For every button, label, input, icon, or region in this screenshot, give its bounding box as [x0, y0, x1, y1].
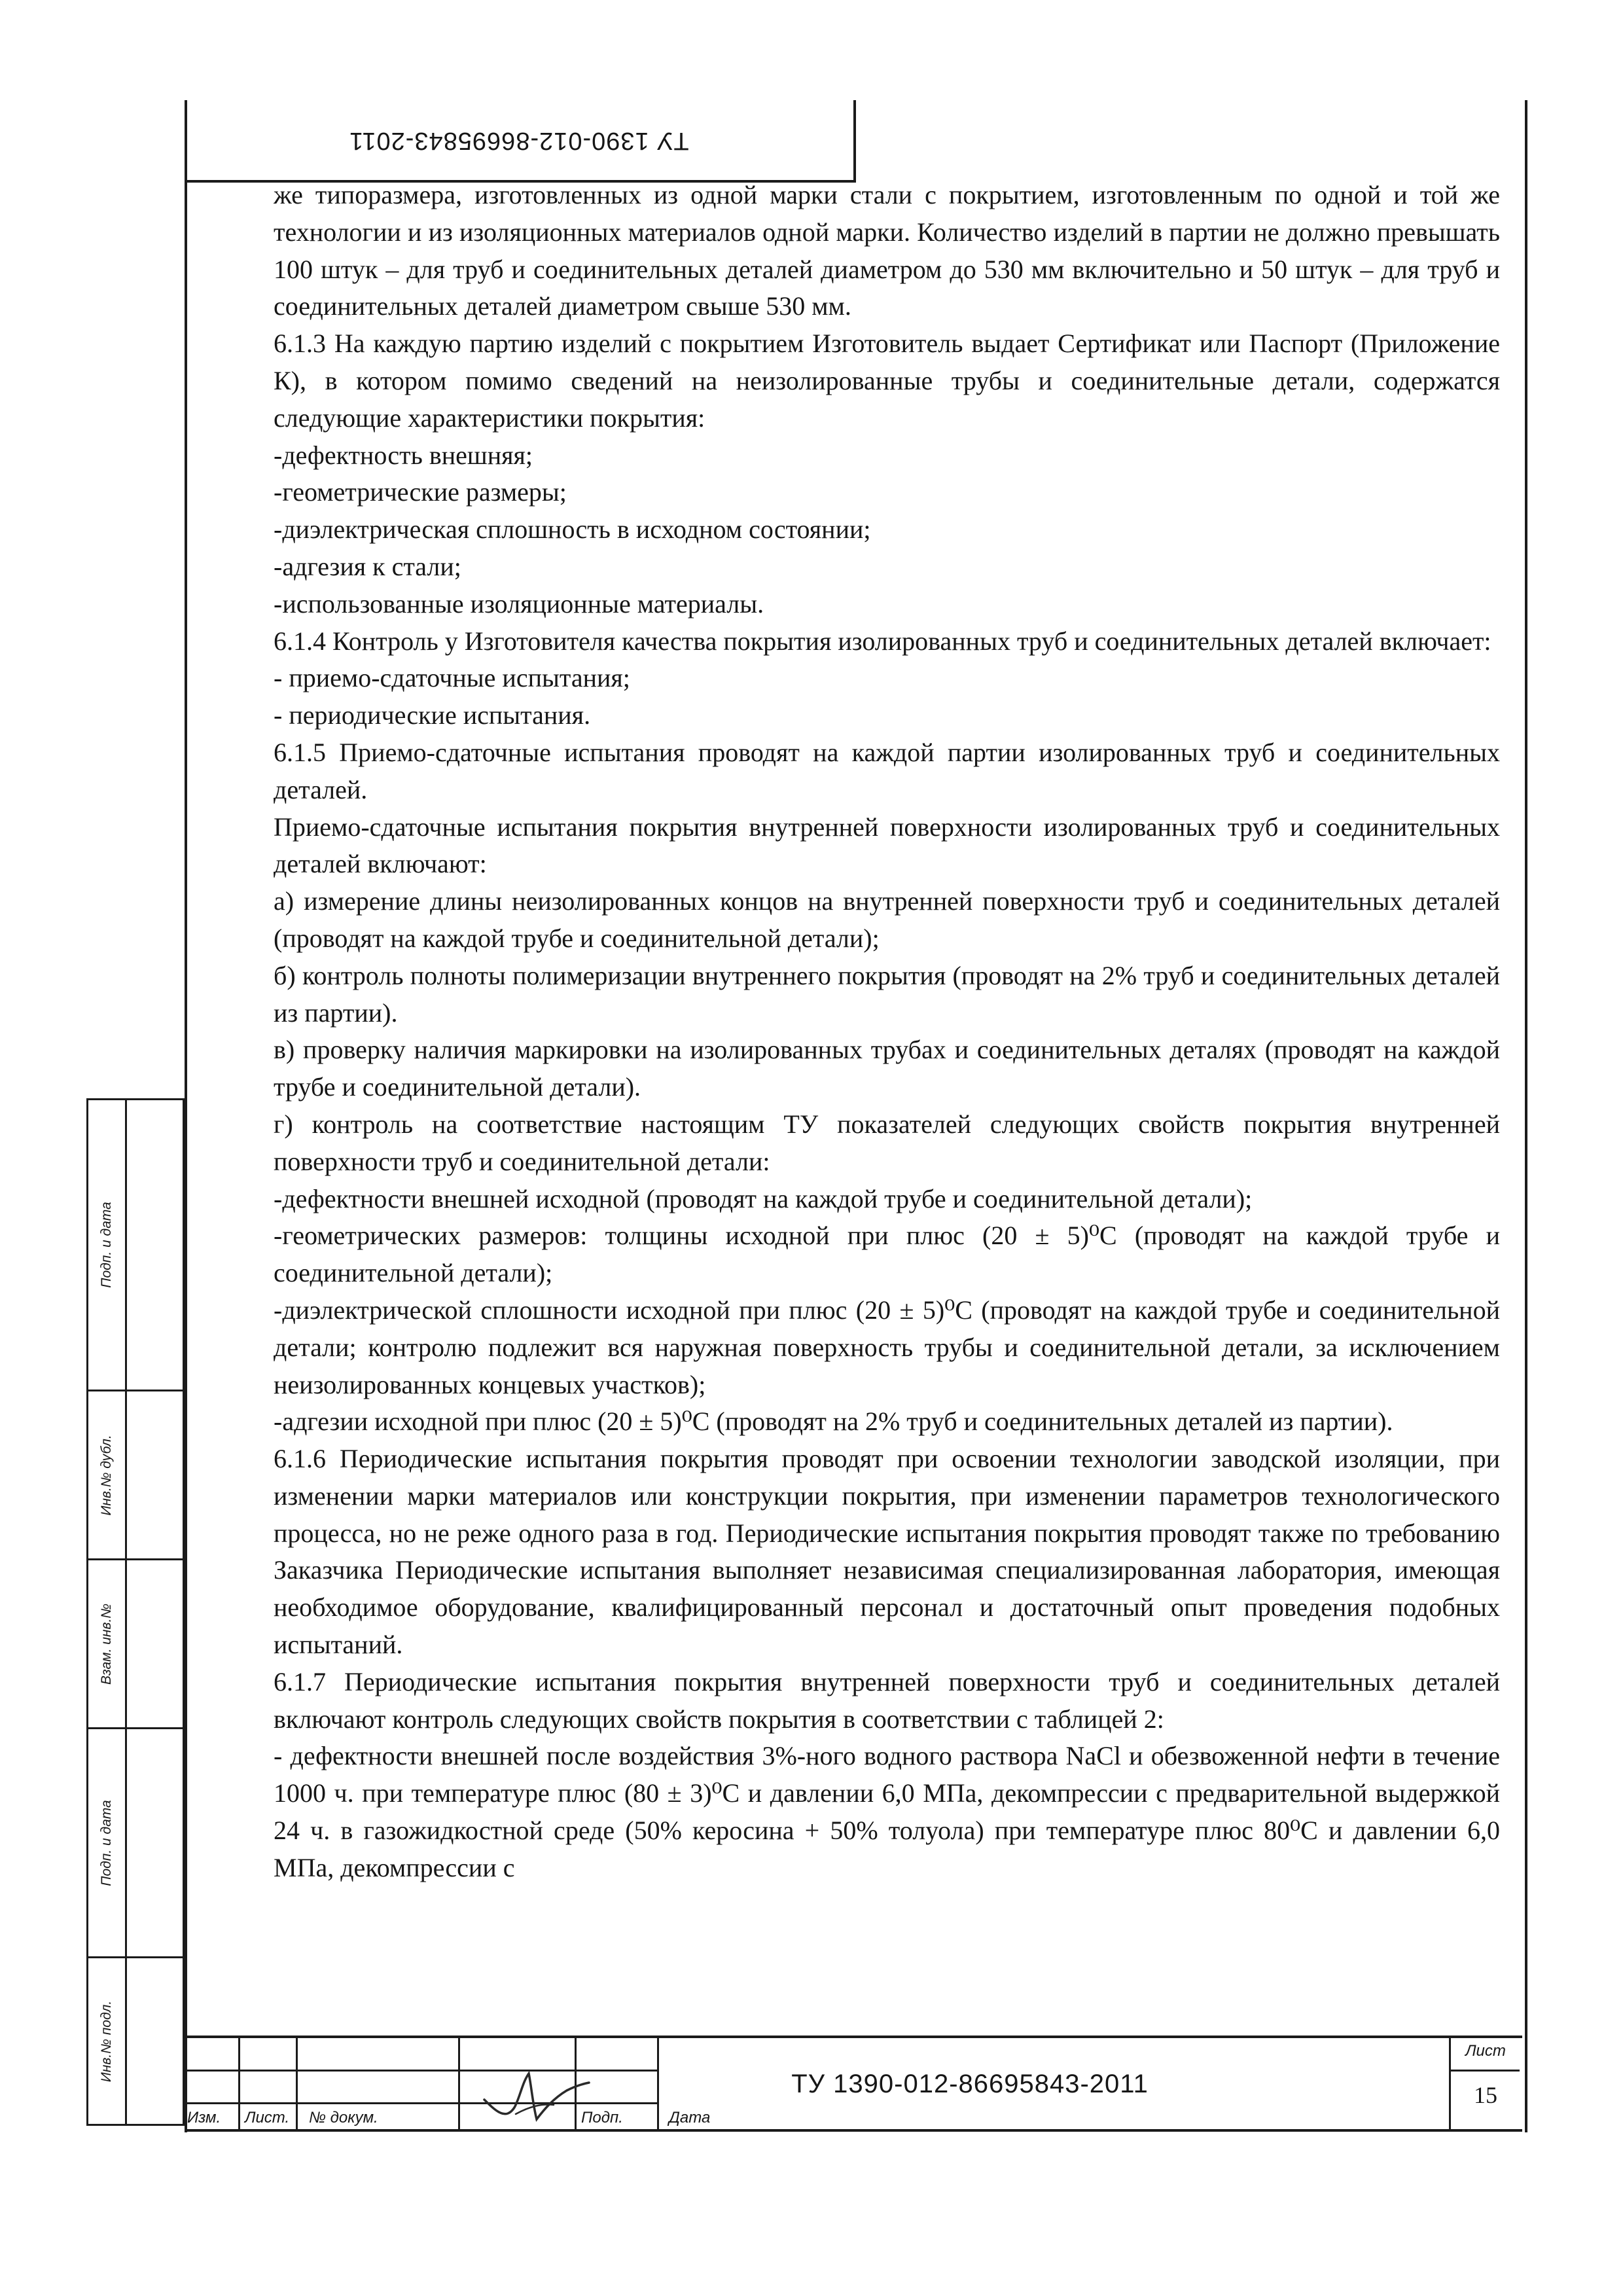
body-paragraph: -геометрических размеров: толщины исходной при плюс (20 ± 5)⁰С (проводят на каждой трубе и соединительной детали);	[274, 1221, 1500, 1288]
body-paragraph: Приемо-сдаточные испытания покрытия внутренней поверхности изолированных труб и соединительных деталей включают:	[274, 812, 1500, 879]
body-paragraph: -дефектность внешняя;	[274, 440, 533, 470]
footer-header-doc-number: № докум.	[309, 2109, 378, 2126]
footer-sheet-number: 15	[1474, 2082, 1497, 2108]
body-paragraph: 6.1.3 На каждую партию изделий с покрытием Изготовитель выдает Сертификат или Паспорт (Приложение К), в котором помимо сведений на неизолированные трубы и соединительные детали, содержатся следующие характеристики покрытия:	[274, 329, 1500, 433]
body-paragraph: 6.1.5 Приемо-сдаточные испытания проводят на каждой партии изолированных труб и соединительных деталей.	[274, 737, 1500, 804]
side-cell	[88, 1390, 183, 1558]
side-cell	[88, 1956, 183, 2124]
signature-icon	[476, 2060, 594, 2132]
body-paragraph: - дефектности внешней после воздействия 3%-ного водного раствора NaCl и обезвоженной нефти в течение 1000 ч. при температуре плюс (80 ± 3)⁰С и давлении 6,0 МПа, декомпрессии с предварительной выдержкой 24 ч. в газожидкостной среде (50% керосина + 50% толуола) при температуре плюс 80⁰С и давлении 6,0 МПа, декомпрессии с	[274, 1741, 1500, 1882]
footer-doc-code: ТУ 1390-012-86695843-2011	[791, 2070, 1149, 2098]
body-paragraph: 6.1.4 Контроль у Изготовителя качества покрытия изолированных труб и соединительных деталей включает:	[274, 626, 1491, 656]
side-cell	[88, 1727, 183, 1956]
title-block	[185, 2036, 1522, 2132]
body-paragraph: г) контроль на соответствие настоящим ТУ показателей следующих свойств покрытия внутренней поверхности труб и соединительной детали:	[274, 1109, 1500, 1176]
footer-header-date: Дата	[669, 2109, 711, 2126]
document-body	[274, 177, 1500, 2036]
body-paragraph: -геометрические размеры;	[274, 477, 567, 507]
top-title-stamp	[185, 100, 856, 183]
side-label: Подп. и дата	[99, 1799, 114, 1886]
side-label: Инв.№ подл.	[99, 2000, 114, 2082]
body-paragraph: 6.1.7 Периодические испытания покрытия внутренней поверхности труб и соединительных деталей включают контроль следующих свойств покрытия в соответствии с таблицей 2:	[274, 1666, 1500, 1734]
body-paragraph: -использованные изоляционные материалы.	[274, 588, 764, 619]
body-paragraph: - приемо-сдаточные испытания;	[274, 663, 630, 693]
body-paragraph: -диэлектрической сплошности исходной при плюс (20 ± 5)⁰С (проводят на каждой трубе и соединительной детали; контролю подлежит вся наружная поверхность трубы и соединительной детали, за исключением неизолированных концевых участков);	[274, 1295, 1500, 1399]
side-cell	[88, 1100, 183, 1390]
side-stamp-column	[86, 1098, 185, 2126]
body-paragraph: -дефектности внешней исходной (проводят на каждой трубе и соединительной детали);	[274, 1183, 1253, 1213]
body-paragraph: же типоразмера, изготовленных из одной марки стали с покрытием, изготовленным по одной и той же технологии и из изоляционных материалов одной марки. Количество изделий в партии не должно превышать 100 штук – для труб и соединительных деталей диаметром до 530 мм включительно и 50 штук – для труб и соединительных деталей диаметром свыше 530 мм.	[274, 180, 1500, 321]
body-paragraph: -адгезии исходной при плюс (20 ± 5)⁰С (проводят на 2% труб и соединительных деталей из партии).	[274, 1407, 1393, 1437]
body-paragraph: в) проверку наличия маркировки на изолированных трубах и соединительных деталях (проводят на каждой трубе и соединительной детали).	[274, 1035, 1500, 1102]
footer-header-signature: Подп.	[581, 2109, 623, 2126]
side-label: Взам. инв.№	[99, 1603, 114, 1685]
body-paragraph: а) измерение длины неизолированных концов на внутренней поверхности труб и соединительных деталей (проводят на каждой трубе и соединительной детали);	[274, 886, 1500, 953]
body-paragraph: -адгезия к стали;	[274, 551, 461, 581]
body-paragraph: 6.1.6 Периодические испытания покрытия проводят при освоении технологии заводской изоляции, при изменении марки материалов или конструкции покрытия, при изменении параметров технологического процесса, но не реже одного раза в год. Периодические испытания покрытия проводят также по требованию Заказчика Периодические испытания выполняет независимая специализированная лаборатория, имеющая необходимое оборудование, квалифицированный персонал и достаточный опыт проведения подобных испытаний.	[274, 1444, 1500, 1660]
footer-sheet-label: Лист	[1465, 2042, 1506, 2060]
body-paragraph: б) контроль полноты полимеризации внутреннего покрытия (проводят на 2% труб и соединительных деталей из партии).	[274, 960, 1500, 1028]
side-label: Подп. и дата	[99, 1202, 114, 1288]
footer-header-list: Лист.	[245, 2109, 290, 2126]
body-paragraph: -диэлектрическая сплошность в исходном состоянии;	[274, 514, 871, 545]
footer-header-izm: Изм.	[187, 2109, 221, 2126]
side-label: Инв.№ дубл.	[99, 1434, 114, 1516]
doc-code-top: ТУ 1390-012-86695843-2011	[349, 126, 689, 154]
body-paragraph: - периодические испытания.	[274, 700, 591, 730]
side-cell	[88, 1558, 183, 1727]
